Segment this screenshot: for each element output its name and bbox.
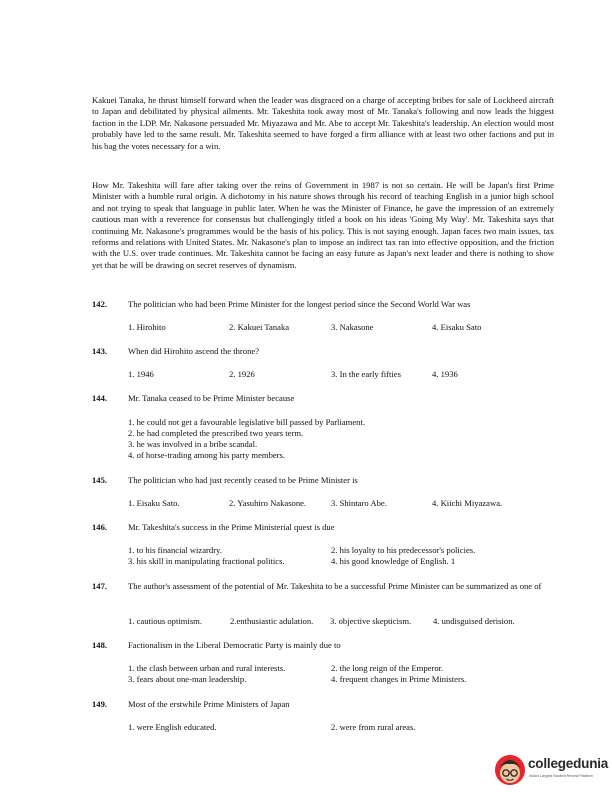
option-147-3: 3. objective skepticism. xyxy=(330,616,412,626)
option-143-2: 2. 1926 xyxy=(229,369,255,379)
logo-tagline: India's Largest Student Review Platform xyxy=(529,774,593,778)
option-145-4: 4. Kiichi Miyazawa. xyxy=(432,498,503,508)
option-149-2: 2. were from rural areas. xyxy=(331,722,416,732)
option-148-1: 1. the clash between urban and rural interests. xyxy=(128,663,286,673)
option-145-1: 1. Eisaku Sato. xyxy=(128,498,180,508)
option-143-4: 4. 1936 xyxy=(432,369,458,379)
option-147-1: 1. cautious optimism. xyxy=(128,616,202,626)
option-148-3: 3. fears about one-man leadership. xyxy=(128,674,247,684)
mascot-face-icon xyxy=(494,754,526,786)
question-number: 148. xyxy=(92,640,108,650)
question-number: 143. xyxy=(92,346,108,356)
question-number: 149. xyxy=(92,699,108,709)
option-142-4: 4. Eisaku Sato xyxy=(432,322,482,332)
option-144-4: 4. of horse-trading among his party members. xyxy=(128,450,286,460)
option-147-2: 2.enthusiastic adulation. xyxy=(230,616,314,626)
option-144-2: 2. he had completed the prescribed two years term. xyxy=(128,428,304,438)
question-text: The politician who had just recently ceased to be Prime Minister is xyxy=(128,475,358,485)
option-146-3: 3. his skill in manipulating fractional politics. xyxy=(128,556,285,566)
option-145-3: 3. Shintaro Abe. xyxy=(331,498,387,508)
option-143-1: 1. 1946 xyxy=(128,369,154,379)
option-144-3: 3. he was involved in a bribe scandal. xyxy=(128,439,258,449)
question-text: Mr. Tanaka ceased to be Prime Minister because xyxy=(128,393,295,403)
option-148-4: 4. frequent changes in Prime Ministers. xyxy=(331,674,467,684)
question-text: When did Hirohito ascend the throne? xyxy=(128,346,260,356)
passage-paragraph-1: Kakuei Tanaka, he thrust himself forward when the leader was disgraced on a charge of accepting bribes for sale of Lockheed aircraft to Japan and debilitated by physical ailments. Mr. Takeshita took away most of Mr. Tanaka's following and now leads the biggest faction in the LDP. Mr. Nakasone persuaded Mr. Miyazawa and Mr. Abe to accept Mr. Takeshita's leadership. An election would most probably have led to the same result. Mr. Takeshita seemed to have forged a firm alliance with at least two other factions and put in his bag the votes necessary for a win. xyxy=(92,95,554,151)
question-number: 142. xyxy=(92,299,108,309)
question-text: Mr. Takeshita's success in the Prime Ministerial quest is due xyxy=(128,522,335,532)
option-146-2: 2. his loyalty to his predecessor's policies. xyxy=(331,545,476,555)
question-number: 145. xyxy=(92,475,108,485)
option-146-4: 4. his good knowledge of English. 1 xyxy=(331,556,456,566)
question-number: 144. xyxy=(92,393,108,403)
option-143-3: 3. In the early fifties xyxy=(331,369,401,379)
option-144-1: 1. he could not get a favourable legislative bill passed by Parliament. xyxy=(128,417,365,427)
question-text: The author's assessment of the potential of Mr. Takeshita to be a successful Prime Minister can be summarized as one of xyxy=(128,581,542,591)
logo-wordmark: collegedunia xyxy=(528,756,609,771)
option-147-4: 4. undisguised derision. xyxy=(433,616,515,626)
question-text: Factionalism in the Liberal Democratic Party is mainly due to xyxy=(128,640,341,650)
question-text: The politician who had been Prime Minister for the longest period since the Second World War was xyxy=(128,299,471,309)
question-text: Most of the erstwhile Prime Ministers of Japan xyxy=(128,699,290,709)
option-142-1: 1. Hirohito xyxy=(128,322,166,332)
option-148-2: 2. the long reign of the Emperor. xyxy=(331,663,444,673)
question-number: 147. xyxy=(92,581,108,591)
collegedunia-logo[interactable] xyxy=(488,752,609,788)
question-number: 146. xyxy=(92,522,108,532)
option-145-2: 2. Yasuhiro Nakasone. xyxy=(229,498,307,508)
passage-paragraph-2: How Mr. Takeshita will fare after taking over the reins of Government in 1987 is not so certain. He will be Japan's first Prime Minister with a humble rural origin. A dichotomy in his nature shows through his record of teaching English in a junior high school and not trying to speak that language in public later. When he was the Minister of Finance, he gave the impression of an extremely cautious man with a reverence for consensus but challengingly titled a book on his ideas 'Going My Way'. Mr. Takeshita says that continuing Mr. Nakasone's programmes would be the basis of his policy. This is not saying enough. Japan faces two main issues, tax reforms and relations with United States. Mr. Nakasone's plan to impose an indirect tax ran into effective opposition, and the friction with the U.S. over trade continues. Mr. Takeshita cannot be facing an easy future as Japan's next leader and there is nothing to show yet that he will be drawing on secret reserves of dynamism. xyxy=(92,180,554,270)
option-146-1: 1. to his financial wizardry. xyxy=(128,545,222,555)
option-142-2: 2. Kakuei Tanaka xyxy=(229,322,290,332)
option-142-3: 3. Nakasone xyxy=(331,322,374,332)
option-149-1: 1. were English educated. xyxy=(128,722,217,732)
